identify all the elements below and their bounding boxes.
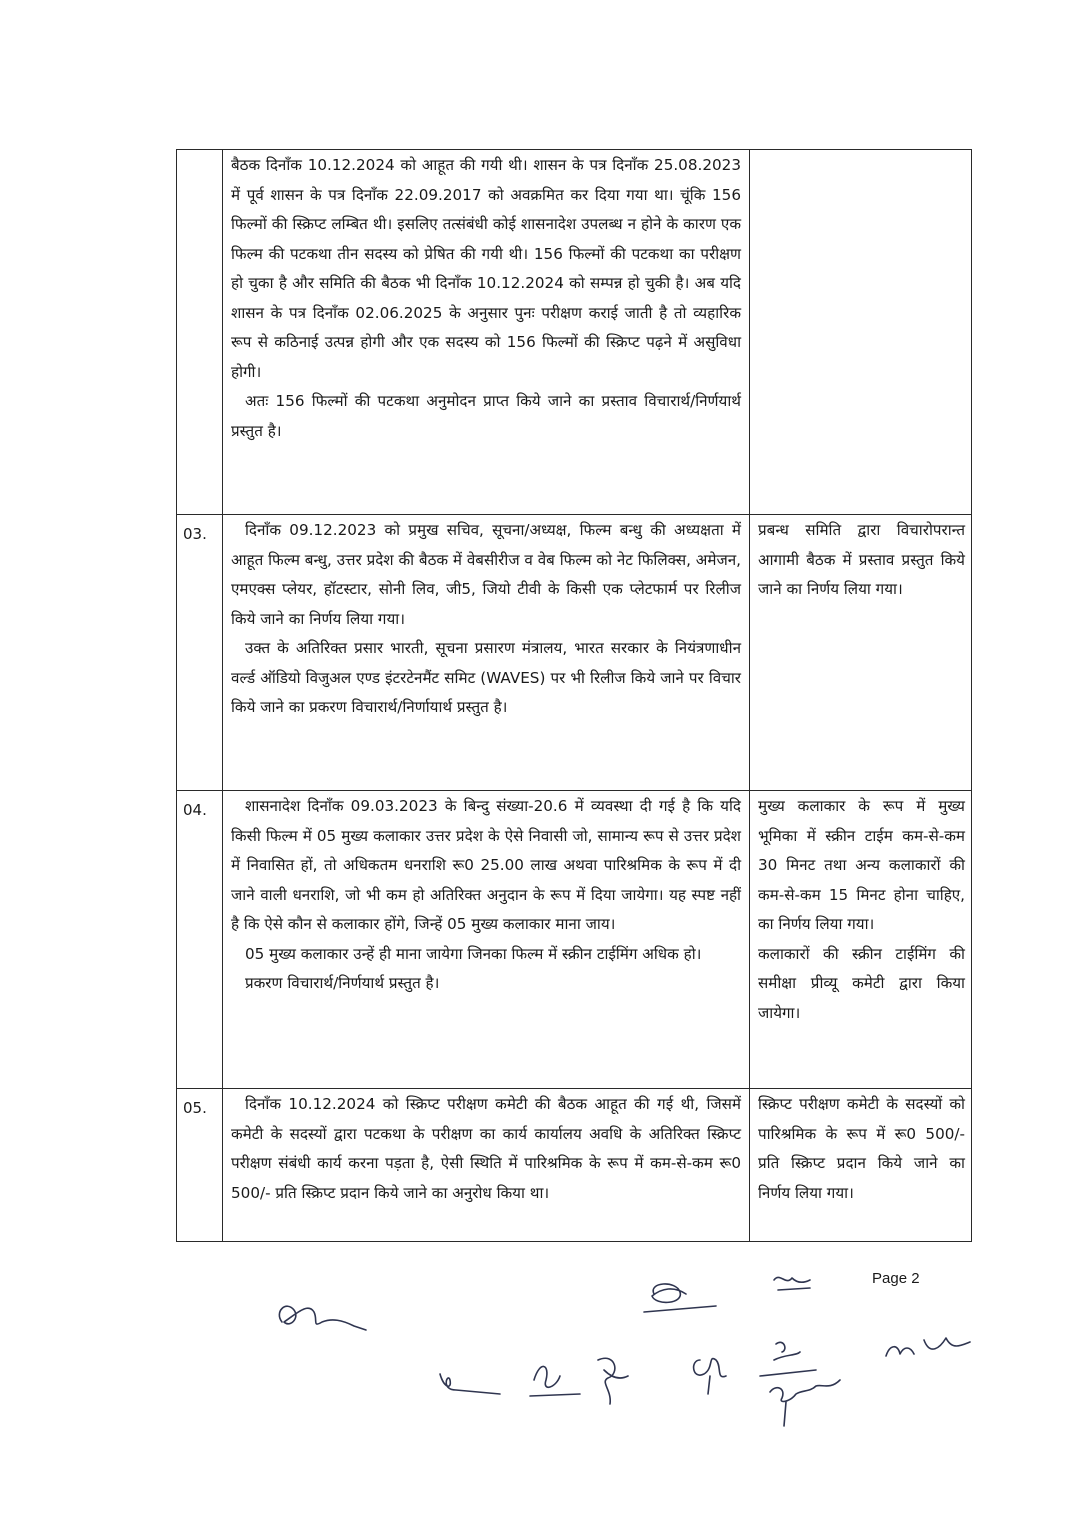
page-number: Page 2 <box>872 1270 920 1287</box>
decision-text <box>750 791 972 1089</box>
paragraph: 05 मुख्य कलाकार उन्हें ही माना जायेगा जिनका फिल्म में स्क्रीन टाईमिंग अधिक हो। <box>245 944 702 963</box>
signature-1 <box>272 1292 372 1342</box>
paragraph: अतः 156 फिल्मों की पटकथा अनुमोदन प्राप्त किये जाने का प्रस्ताव विचारार्थ/निर्णयार्थ प्रस्तुत है। <box>231 392 741 440</box>
paragraph: स्क्रिप्ट परीक्षण कमेटी के सदस्यों को पारिश्रमिक के रूप में रू0 500/- प्रति स्क्रिप्ट प्रदान किये जाने का निर्णय लिया गया। <box>758 1095 965 1202</box>
table-row <box>177 1089 972 1242</box>
decision-text <box>750 1089 972 1242</box>
decision-text <box>750 150 972 515</box>
paragraph: कलाकारों की स्क्रीन टाईमिंग की समीक्षा प्रीव्यू कमेटी द्वारा किया जायेगा। <box>758 944 965 1022</box>
paragraph: मुख्य कलाकार के रूप में मुख्य भूमिका में स्क्रीन टाईम कम-से-कम 30 मिनट तथा अन्य कलाकारों की कम-से-कम 15 मिनट होना चाहिए, का निर्णय लिया गया। <box>758 797 965 933</box>
paragraph: दिनाँक 09.12.2023 को प्रमुख सचिव, सूचना/अध्यक्ष, फिल्म बन्धु की अध्यक्षता में आहूत फिल्म बन्धु, उत्तर प्रदेश की बैठक में वेबसीरीज व वेब फिल्म को नेट फिलिक्स, अमेजन, एमएक्स प्लेयर, हॉटस्टार, सोनी लिव, जी5, जियो टीवी के किसी एक प्लेटफार्म पर रिलीज किये जाने का निर्णय लिया गया। <box>231 521 741 628</box>
agenda-text <box>223 1089 750 1242</box>
serial-number: 03. <box>177 515 223 791</box>
table-row <box>177 515 972 791</box>
paragraph: शासनादेश दिनाँक 09.03.2023 के बिन्दु संख्या-20.6 में व्यवस्था दी गई है कि यदि किसी फिल्म में 05 मुख्य कलाकार उत्तर प्रदेश के ऐसे निवासी जो, सामान्य रूप से उत्तर प्रदेश में निवासित हों, तो अधिकतम धनराशि रू0 25.00 लाख अथवा पारिश्रमिक के रूप में दी जाने वाली धनराशि, जो भी कम हो अतिरिक्त अनुदान के रूप में दिया जायेगा। यह स्पष्ट नहीं है कि ऐसे कौन से कलाकार होंगे, जिन्हें 05 मुख्य कलाकार माना जाय। <box>231 797 741 933</box>
paragraph: प्रबन्ध समिति द्वारा विचारोपरान्त आगामी बैठक में प्रस्ताव प्रस्तुत किये जाने का निर्णय लिया गया। <box>758 521 965 598</box>
table-row <box>177 791 972 1089</box>
signature-5 <box>430 1360 510 1410</box>
paragraph: बैठक दिनाँक 10.12.2024 को आहूत की गयी थी। शासन के पत्र दिनाँक 25.08.2023 में पूर्व शासन के पत्र दिनाँक 22.09.2017 को अवक्रमित कर दिया गया था। चूंकि 156 फिल्मों की स्क्रिप्ट लम्बित थी। इसलिए तत्संबंधी कोई शासनादेश उपलब्ध न होने के कारण एक फिल्म की पटकथा तीन सदस्य को प्रेषित की गयी थी। 156 फिल्मों की पटकथा का परीक्षण हो चुका है और समिति की बैठक भी दिनाँक 10.12.2024 को सम्पन्न हो चुकी है। अब यदि शासन के पत्र दिनाँक 02.06.2025 के अनुसार पुनः परीक्षण कराई जाती है तो व्यहारिक रूप से कठिनाई उत्पन्न होगी और एक सदस्य को 156 फिल्मों की स्क्रिप्ट पढ़ने में असुविधा होगी। <box>231 156 741 381</box>
serial-number <box>177 150 223 515</box>
decision-text <box>750 515 972 791</box>
signature-7 <box>680 1340 750 1400</box>
serial-number: 05. <box>177 1089 223 1242</box>
signature-3 <box>770 1268 820 1298</box>
serial-number: 04. <box>177 791 223 1089</box>
agenda-text <box>223 515 750 791</box>
signature-6 <box>520 1340 650 1410</box>
agenda-text <box>223 791 750 1089</box>
agenda-text <box>223 150 750 515</box>
signature-4 <box>880 1328 980 1368</box>
table-row <box>177 150 972 515</box>
paragraph: दिनाँक 10.12.2024 को स्क्रिप्ट परीक्षण कमेटी की बैठक आहूत की गई थी, जिसमें कमेटी के सदस्यों द्वारा पटकथा के परीक्षण का कार्य कार्यालय अवधि के अतिरिक्त स्क्रिप्ट परीक्षण संबंधी कार्य करना पड़ता है, ऐसी स्थिति में पारिश्रमिक के रूप में कम-से-कम रू0 500/- प्रति स्क्रिप्ट प्रदान किये जाने का अनुरोध किया था। <box>231 1095 741 1202</box>
signature-8 <box>756 1332 856 1432</box>
minutes-table <box>176 149 972 1242</box>
paragraph: उक्त के अतिरिक्त प्रसार भारती, सूचना प्रसारण मंत्रालय, भारत सरकार के नियंत्रणाधीन वर्ल्ड ऑडियो विजुअल एण्ड इंटरटेनमैंट समिट (WAVES) पर भी रिलीज किये जाने पर विचार किये जाने का प्रकरण विचारार्थ/निर्णायार्थ प्रस्तुत है। <box>231 639 741 716</box>
signature-2 <box>636 1272 726 1322</box>
paragraph: प्रकरण विचारार्थ/निर्णयार्थ प्रस्तुत है। <box>245 974 440 992</box>
